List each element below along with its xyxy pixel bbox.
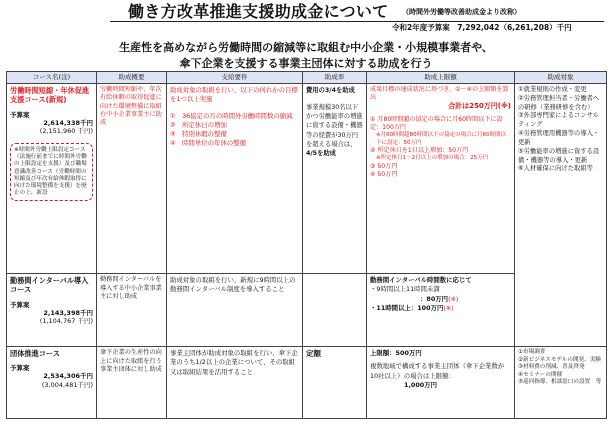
limit-item: ・11時間以上：100万円(※) (370, 303, 454, 312)
header-rate: 助成率 (303, 72, 367, 84)
requirement-item: ④ 時間単位の年休の整備 (170, 138, 247, 147)
table-row (7, 84, 607, 274)
overview-cell: 勤務間インターバルを導入する中小企業事業主に対し助成 (97, 274, 167, 347)
budget-prev: (2,151,960 千円) (39, 126, 93, 135)
budget-label: 予算案 (10, 300, 30, 309)
header-target: 助成対象 (515, 72, 607, 84)
abolition-note: ※時間外労働上限設定コース（法施行前までに時間外労働の上限設定を支援）及び職場意識改善コース（労働時間の短縮及び年次有給休暇取得に向けた環境整備を支援）を廃止の上、新設 (10, 143, 93, 201)
requirement-item: ③ 特別休暇の整備 (170, 129, 227, 138)
course-cell (7, 84, 97, 274)
limit-subitem: ※所定休日1～2日以上の増加の場合：25万円 (376, 155, 489, 162)
subsidy-table (6, 71, 607, 419)
limit-item: ② 所定休日を1日以上増加：50万円 (370, 147, 469, 155)
target-item: ②労務管理担当者・労働者への研修（業務研修を含む） (518, 94, 600, 111)
budget-value: 2,614,338千円 (43, 118, 93, 127)
rate-cell (303, 274, 367, 347)
course-cell (7, 274, 97, 347)
limit-subitem: ※月60時間超80時間以下の協定の場合に月60時間以下に設定：50万円 (376, 132, 507, 146)
overview-cell: 労働時間短縮や、年次有給休暇の取得促進に向けた環境整備に取組む中小企業事業主に助成 (97, 84, 167, 274)
requirement-cell: 事業主団体が助成対象の取組を行い、傘下企業のうち1/2以上の企業について、その取組又は取組結果を活用すること (167, 347, 303, 419)
table-header-row (7, 72, 607, 84)
page-title: 働き方改革推進支援助成金について (128, 2, 389, 21)
limit-cell (367, 274, 515, 347)
intro-line-2: 傘下企業を支援する事業主団体に対する助成を行う (179, 57, 433, 70)
target-item: ④労務管理用機器等の導入・更新 (518, 130, 600, 146)
target-item: ⑥人材確保に向けた取組等 (518, 165, 593, 173)
target-cell (515, 347, 607, 419)
limit-cell (367, 347, 515, 419)
requirement-item: ② 所定休日の増加 (170, 120, 227, 129)
limit-item: 上限額：500万円 (370, 349, 422, 357)
target-item: ②新ビジネスモデルの開発、実験 (518, 356, 601, 363)
page-header (0, 0, 612, 34)
target-item: ⑤労働能率の増進に資する設備・機器等の導入・更新 (518, 147, 600, 164)
requirement-cell (167, 84, 303, 274)
limit-intro: 成果目標の達成状況に基づき、①～④の上限額を算出 (370, 86, 509, 102)
target-item: ⑤巡回指導、相談窓口の設置 等 (518, 379, 602, 386)
course-name: 労働時間短縮・年休促進支援コース(新規) (10, 86, 90, 105)
limit-item: 複数地域で構成する事業主団体（傘下企業数が10社以上）の場合は上限額： (370, 362, 505, 380)
target-item: ③材料費の削減、普及啓発 (518, 364, 585, 371)
target-item: ③外部専門家によるコンサルティング (518, 112, 599, 129)
limit-item: ④ 50万円 (370, 171, 398, 179)
rate-cell (303, 84, 367, 274)
header-requirement: 支給要件 (167, 72, 303, 84)
rate-main: 費用の3/4を助成 (306, 87, 355, 94)
budget-value: 2,534,306千円 (43, 372, 93, 381)
course-cell (7, 347, 97, 419)
limit-head: 勤務間インターバル時間数に応じて (370, 276, 472, 284)
header-limit: 助成上限額 (367, 72, 515, 84)
rate-condition: 事業規模30名以下かつ労働能率の増進に資する設備・機器等の経費が30万円を超える場合は、 (306, 104, 363, 148)
target-item: ①市場調査 (518, 349, 546, 355)
overview-cell: 傘下企業の生産性の向上に向けた取組を行う事業主団体に対し助成 (97, 347, 167, 419)
limit-item: ③ 50万円 (370, 162, 398, 170)
budget-prev: (3,004,481千円) (41, 380, 93, 389)
target-item: ①就業規則の作成・変更 (518, 86, 587, 93)
budget-line: 令和2年度予算案 7,292,042（6,261,208）千円 (392, 23, 572, 32)
table-row (7, 347, 607, 419)
header-divider (110, 21, 604, 22)
limit-item: ① 月80時間超の協定の場合に月60時間以下に設定：100万円 (370, 115, 503, 132)
rate-cell (303, 347, 367, 419)
target-item: ④セミナーの開催 (518, 371, 563, 378)
limit-cell (367, 84, 515, 274)
title-subnote: （時間外労働等改善助成金より改称） (402, 8, 521, 16)
rate-fixed: 定額 (306, 349, 321, 358)
requirement-intro: 助成対象の取組を行い、以下の何れかの目標を1つ以上実施 (170, 86, 298, 103)
header-course: コース名(注) (7, 72, 97, 84)
limit-item-value: ：80万円(※) (420, 294, 459, 303)
budget-prev: (1,104,767 千円) (39, 316, 93, 325)
budget-label: 予算案 (10, 364, 30, 373)
target-cell (515, 84, 607, 347)
limit-item-value: 1,000万円 (404, 380, 437, 389)
limit-total: 合計は250万円(※) (448, 102, 511, 111)
requirement-cell: 助成対象の取組を行い、新規に9時間以上の勤務間インターバル制度を導入すること (167, 274, 303, 347)
budget-label: 予算案 (10, 110, 30, 119)
budget-value: 2,143,398千円 (43, 308, 93, 317)
rate-four-fifths: 4/5を助成 (306, 149, 336, 157)
intro-text (0, 40, 612, 72)
intro-line-1: 生産性を高めながら労働時間の縮減等に取組む中小企業・小規模事業者や、 (119, 41, 493, 54)
course-name: 団体推進コース (10, 349, 60, 358)
requirement-item: ① 36協定の月の時間外労働時間数の縮減 (170, 111, 293, 120)
limit-item: ・9時間以上11時間未満 (370, 285, 440, 294)
header-overview: 助成概要 (97, 72, 167, 84)
course-name: 勤務間インターバル導入コース (10, 276, 89, 295)
